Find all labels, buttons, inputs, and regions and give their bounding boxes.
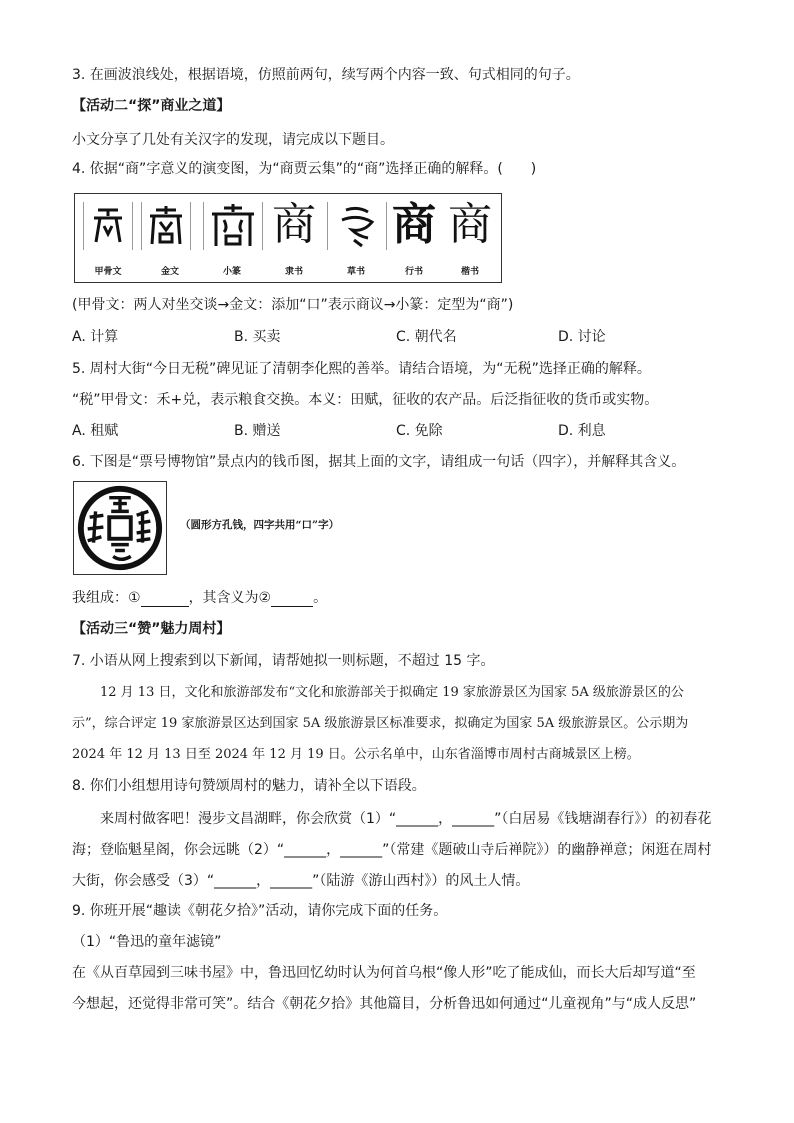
answer-blank-2[interactable]	[271, 592, 313, 607]
coin-image	[73, 481, 167, 575]
answer-suffix: 。	[313, 590, 328, 606]
question-3: 3. 在画波浪线处，根据语境，仿照前两句，续写两个内容一致、句式相同的句子。	[72, 67, 580, 83]
q5-option-a[interactable]: A. 租赋	[72, 423, 119, 439]
question-6: 6. 下图是“票号博物馆”景点内的钱币图，据其上面的文字，请组成一句话（四字），并解释其含义。	[72, 454, 686, 470]
q4-option-d[interactable]: D. 讨论	[558, 329, 606, 345]
answer-prefix: 我组成：①	[72, 590, 141, 606]
question-6-answer	[72, 589, 327, 607]
q9-para-line-1: 在《从百草园到三味书屋》中，鲁迅回忆幼时认为何首乌根“像人形”吃了能成仙，而长大后却写道“至	[72, 965, 696, 981]
q8-para-line-2: 海；登临魁星阁，你会远眺（2）“______，______”（常建《题破山寺后禅院》）的幽静禅意；闲逛在周村	[72, 842, 712, 858]
activity-3-heading: 【活动三“赞”魅力周村】	[72, 621, 231, 637]
answer-blank-1[interactable]	[141, 592, 189, 607]
news-line-1: 12 月 13 日，文化和旅游部发布“文化和旅游部关于拟确定 19 家旅游景区为国家 5A 级旅游景区的公	[100, 685, 684, 700]
activity-2-heading: 【活动二“探”商业之道】	[72, 98, 231, 114]
q8-para-line-1: 来周村做客吧！漫步文昌湖畔，你会欣赏（1）“______，______”（白居易《钱塘湖春行》）的初春花	[100, 811, 712, 827]
question-4: 4. 依据“商”字意义的演变图，为“商贾云集”的“商”选择正确的解释。( )	[72, 161, 537, 177]
question-9-sub-1: （1）“鲁迅的童年滤镜”	[72, 934, 222, 950]
bronze-glyph	[141, 202, 191, 250]
q5-option-d[interactable]: D. 利息	[558, 423, 606, 439]
caption-clerical: 隶书	[284, 267, 303, 277]
clerical-glyph: 商	[272, 199, 316, 250]
running-script-glyph: 商	[392, 199, 436, 250]
q9-para-line-2: 今想起，还觉得非常可笑”。结合《朝花夕拾》其他篇目，分析鲁迅如何通过“儿童视角”与“成人反思”	[72, 996, 697, 1012]
q5-option-c[interactable]: C. 免除	[396, 423, 443, 439]
regular-script-glyph: 商	[448, 199, 492, 250]
q4-option-c[interactable]: C. 朝代名	[396, 329, 457, 345]
question-4-note: (甲骨文：两人对坐交谈→金文：添加“口”表示商议→小篆：定型为“商”)	[72, 297, 514, 313]
activity-2-intro: 小文分享了几处有关汉字的发现，请完成以下题目。	[72, 132, 394, 148]
cursive-glyph	[327, 202, 387, 250]
character-evolution-figure	[74, 193, 502, 283]
caption-running: 行书	[404, 267, 423, 277]
caption-oracle-bone: 甲骨文	[94, 267, 122, 277]
question-9: 9. 你班开展“趣读《朝花夕拾》”活动，请你完成下面的任务。	[72, 903, 448, 919]
caption-regular: 楷书	[460, 267, 479, 277]
answer-mid: ，其含义为②	[188, 590, 272, 606]
caption-cursive: 草书	[346, 267, 365, 277]
question-5: 5. 周村大街“今日无税”碑见证了清朝李化熙的善举。请结合语境，为“无税”选择正确的解释。	[72, 361, 651, 377]
q4-option-b[interactable]: B. 买卖	[234, 329, 281, 345]
news-line-2: 示”，综合评定 19 家旅游景区达到国家 5A 级旅游景区标准要求，拟确定为国家 5A 级旅游景区。公示期为	[72, 716, 689, 731]
q8-para-line-3: 大街，你会感受（3）“______，______”（陆游《游山西村》）的风土人情。	[72, 873, 530, 889]
q4-option-a[interactable]: A. 计算	[72, 329, 119, 345]
coin-note: （圆形方孔钱，四字共用“口”字）	[180, 519, 340, 531]
oracle-bone-glyph	[83, 202, 133, 250]
q5-option-b[interactable]: B. 赠送	[234, 423, 281, 439]
question-5-note: “税”甲骨文：禾+兑，表示粮食交换。本义：田赋，征收的农产品。后泛指征收的货币或实物。	[72, 392, 659, 408]
question-7: 7. 小语从网上搜索到以下新闻，请帮她拟一则标题，不超过 15 字。	[72, 653, 495, 669]
caption-small-seal: 小篆	[222, 267, 241, 277]
news-line-3: 2024 年 12 月 13 日至 2024 年 12 月 19 日。公示名单中，山东省淄博市周村古商城景区上榜。	[72, 747, 640, 762]
small-seal-glyph	[203, 202, 263, 250]
caption-bronze: 金文	[160, 267, 179, 277]
question-8: 8. 你们小组想用诗句赞颂周村的魅力，请补全以下语段。	[72, 778, 426, 794]
